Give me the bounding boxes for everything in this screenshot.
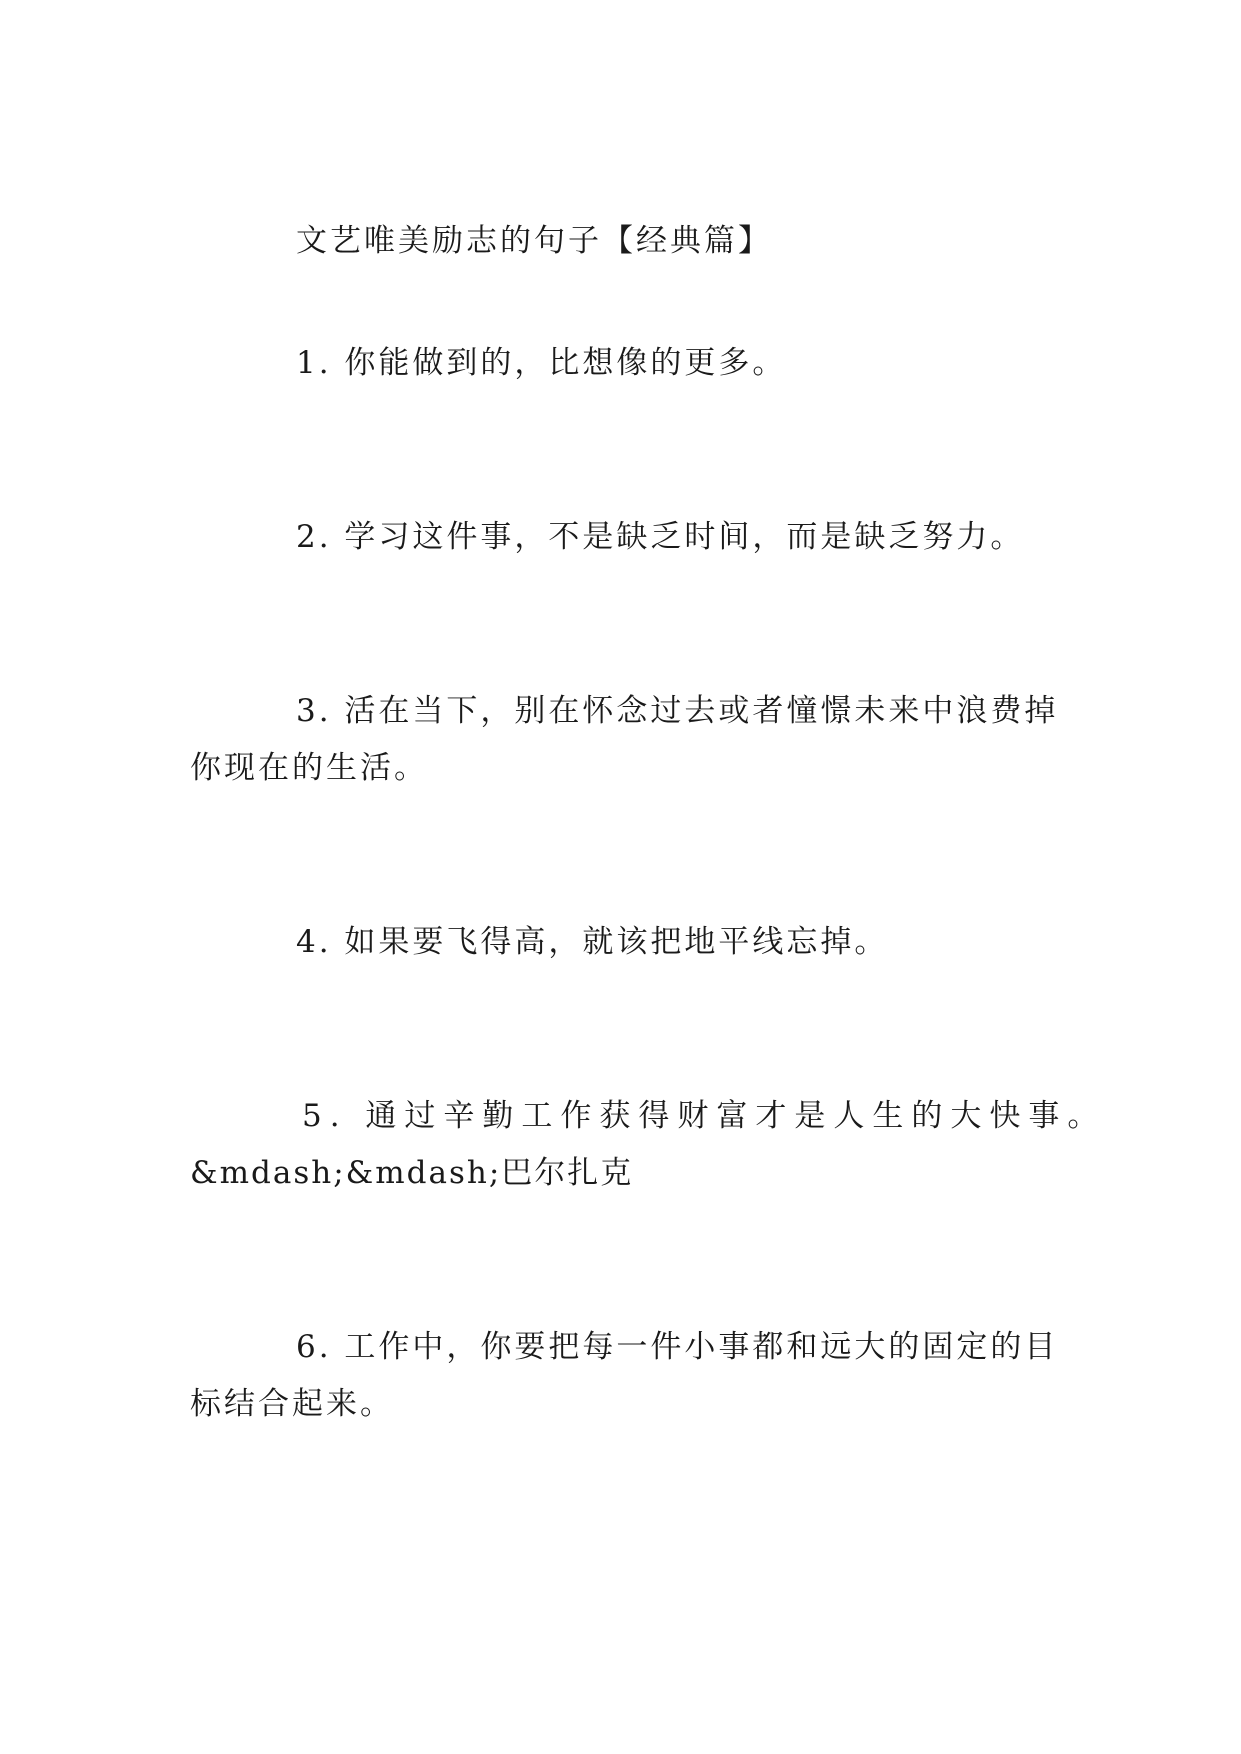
quote-1: 1. 你能做到的，比想像的更多。	[296, 345, 787, 381]
quote-4: 4. 如果要飞得高，就该把地平线忘掉。	[296, 924, 889, 960]
quote-6-line-2: 标结合起来。	[190, 1386, 394, 1422]
quote-5-attribution: &mdash;&mdash;巴尔扎克	[190, 1155, 634, 1191]
quote-2: 2. 学习这件事，不是缺乏时间，而是缺乏努力。	[296, 519, 1025, 555]
quote-5-line-1: 5. 通过辛勤工作获得财富才是人生的大快事。	[302, 1098, 1107, 1134]
quote-3-line-2: 你现在的生活。	[190, 750, 428, 786]
quote-3-line-1: 3. 活在当下，别在怀念过去或者憧憬未来中浪费掉	[296, 693, 1059, 729]
document-title: 文艺唯美励志的句子【经典篇】	[296, 223, 772, 259]
quote-6-line-1: 6. 工作中，你要把每一件小事都和远大的固定的目	[296, 1329, 1059, 1365]
